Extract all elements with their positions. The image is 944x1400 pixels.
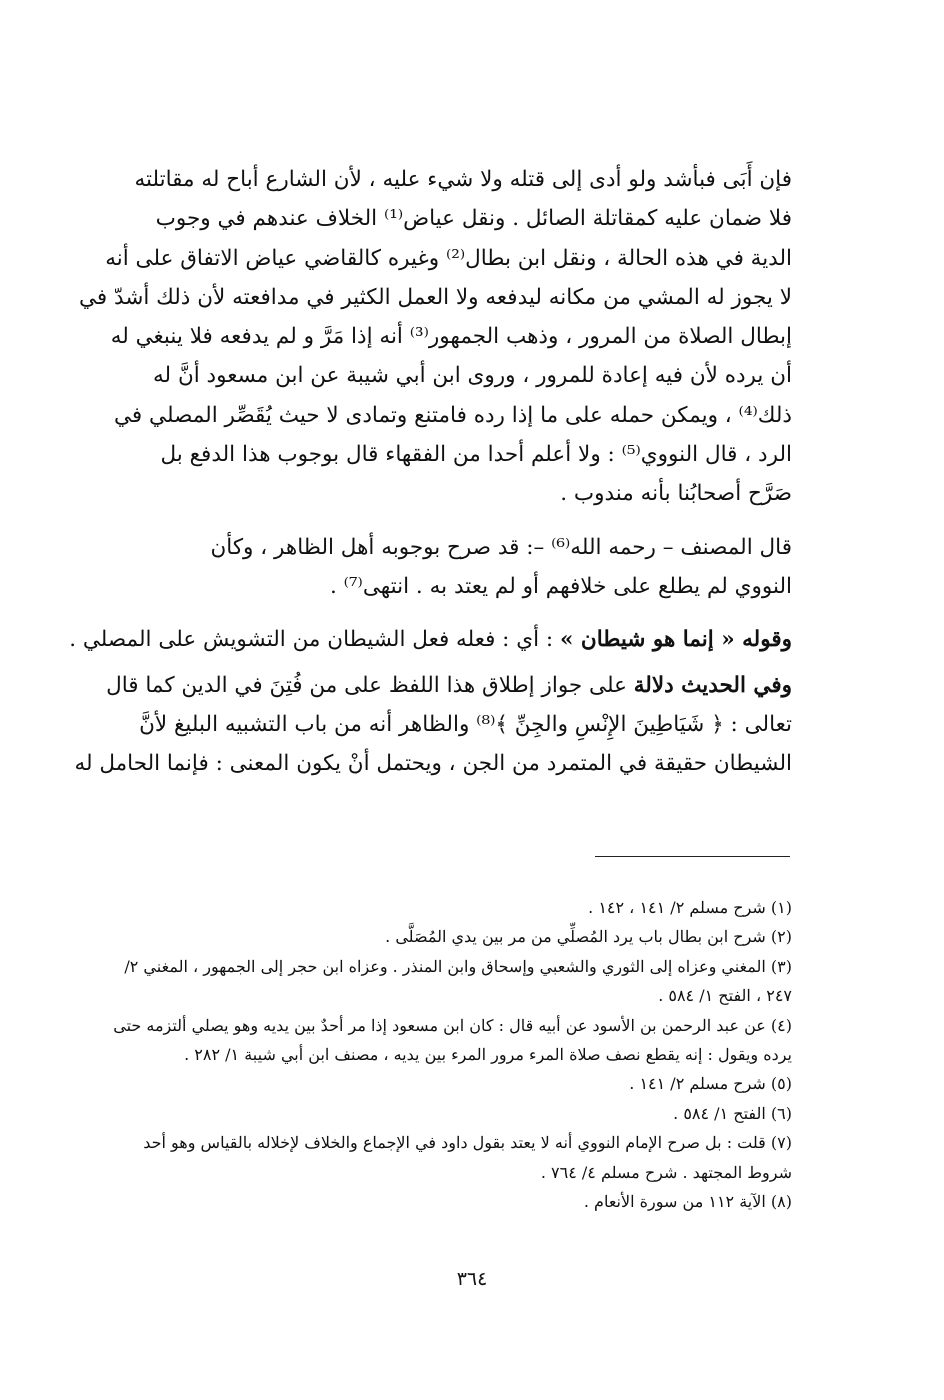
text-line: ذلك⁽⁴⁾ ، ويمكن حمله على ما إذا رده فامتنع وتمادى لا حيث يُقَصِّر المصلي في <box>114 402 792 428</box>
bold-phrase: وقوله « إنما هو شيطان » <box>559 627 792 653</box>
text-line: فإن أَبَى فبأشد ولو أدى إلى قتله ولا شيء عليه ، لأن الشارع أباح له مقاتلته <box>134 167 792 192</box>
footnote: (٥) شرح مسلم ٢/ ١٤١ . <box>629 1074 792 1094</box>
text-line: الرد ، قال النووي⁽⁵⁾ : ولا أعلم أحدا من الفقهاء قال بوجوب هذا الدفع بل <box>160 442 792 468</box>
footnote: (٨) الآية ١١٢ من سورة الأنعام . <box>583 1191 792 1211</box>
footnotes <box>113 893 792 1216</box>
text-line <box>69 620 792 659</box>
footnote: (٣) المغني وعزاه إلى الثوري والشعبي وإسحاق وابن المنذر . وعزاه ابن حجر إلى الجمهور ، المغني ٢/ <box>124 956 792 976</box>
footnote: (٦) الفتح ١/ ٥٨٤ . <box>673 1103 792 1123</box>
bold-phrase: وفي الحديث دلالة <box>633 672 792 698</box>
text-line: أن يرده لأن فيه إعادة للمرور ، وروى ابن أبي شيبة عن ابن مسعود أنَّ له <box>153 363 792 389</box>
main-text <box>69 160 792 783</box>
footnote: يرده ويقول : إنه يقطع نصف صلاة المرء مرور المرء بين يديه ، مصنف ابن أبي شيبة ١/ ٢٨٢ . <box>184 1044 792 1064</box>
text-line: الشيطان حقيقة في المتمرد من الجن ، ويحتمل أنْ يكون المعنى : فإنما الحامل له <box>74 751 792 777</box>
text-run: : أي : فعله فعل الشيطان من التشويش على المصلي . <box>69 627 560 653</box>
footnote: ٢٤٧ ، الفتح ١/ ٥٨٤ . <box>658 986 792 1006</box>
text-line: صَرَّح أصحابُنا بأنه مندوب . <box>560 481 792 507</box>
text-line: فلا ضمان عليه كمقاتلة الصائل . ونقل عياض⁽¹⁾ الخلاف عندهم في وجوب <box>155 206 792 232</box>
text-line: لا يجوز له المشي من مكانه ليدفعه ولا العمل الكثير في مدافعته لأن ذلك أشدّ في <box>79 284 792 310</box>
page-number: ٣٦٤ <box>456 1268 488 1290</box>
footnote-divider <box>595 856 790 857</box>
text-line <box>106 666 792 705</box>
text-run: على جواز إطلاق هذا اللفظ على من فُتِنَ في الدين كما قال <box>106 672 634 698</box>
text-line: إبطال الصلاة من المرور ، وذهب الجمهور⁽³⁾ أنه إذا مَرَّ و لم يدفعه فلا ينبغي له <box>110 324 792 350</box>
text-line: الدية في هذه الحالة ، ونقل ابن بطال⁽²⁾ وغيره كالقاضي عياض الاتفاق على أنه <box>105 245 792 271</box>
text-line: قال المصنف – رحمه الله⁽⁶⁾ –: قد صرح بوجوبه أهل الظاهر ، وكأن <box>210 534 792 560</box>
footnote: (٧) قلت : بل صرح الإمام النووي أنه لا يعتد بقول داود في الإجماع والخلاف لإخلاله بالقياس وهو أحد <box>143 1133 792 1153</box>
text-line: النووي لم يطلع على خلافهم أو لم يعتد به . انتهى⁽⁷⁾ . <box>329 573 792 599</box>
footnote: (٢) شرح ابن بطال باب يرد المُصلِّي من مر بين يدي المُصَلَّى . <box>385 927 792 947</box>
footnote: شروط المجتهد . شرح مسلم ٤/ ٧٦٤ . <box>540 1162 792 1182</box>
text-line: تعالى : ﴿ شَيَاطِينَ الإِنْسِ والجِنِّ ﴾⁽⁸⁾ والظاهر أنه من باب التشبيه البليغ لأنَّ <box>139 711 792 737</box>
footnote: (١) شرح مسلم ٢/ ١٤١ ، ١٤٢ . <box>588 898 792 917</box>
footnote: (٤) عن عبد الرحمن بن الأسود عن أبيه قال : كان ابن مسعود إذا مر أحدٌ بين يديه وهو يصلي ألتزمه حتى <box>113 1015 792 1035</box>
